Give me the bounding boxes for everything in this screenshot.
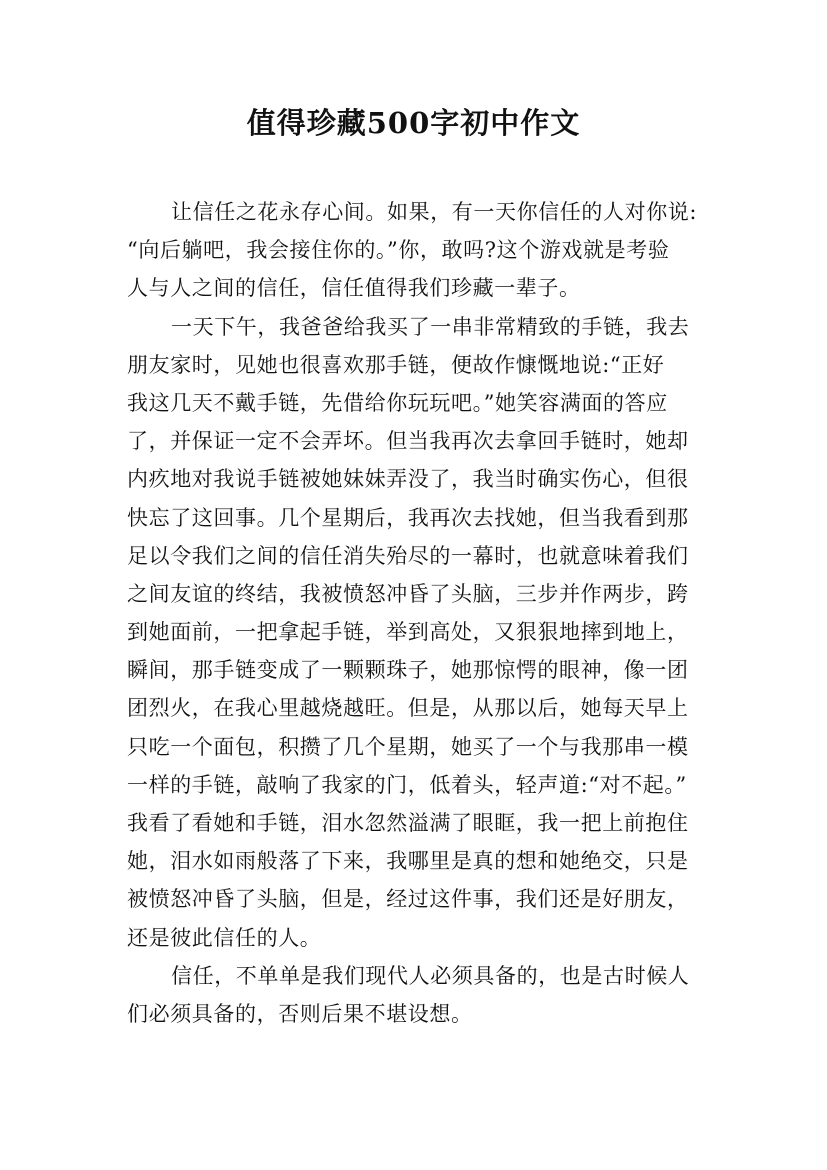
paragraph-3-line-2: 们必须具备的，否则后果不堪设想。 [127,1001,473,1026]
paragraph-2-line-16: 被愤怒冲昏了头脑，但是，经过这件事，我们还是好朋友， [127,887,689,912]
paragraph-2-line-6: 快忘了这回事。几个星期后，我再次去找她，但当我看到那 [127,505,689,530]
paragraph-2-line-9: 到她面前，一把拿起手链，举到高处，又狠狠地摔到地上， [127,620,689,645]
paragraph-2-line-8: 之间友谊的终结，我被愤怒冲昏了头脑，三步并作两步，跨 [127,581,689,606]
paragraph-2-line-10: 瞬间，那手链变成了一颗颗珠子，她那惊愕的眼神，像一团 [127,658,689,683]
paragraph-2-line-11: 团烈火，在我心里越烧越旺。但是，从那以后，她每天早上 [127,696,689,721]
paragraph-2-line-5: 内疚地对我说手链被她妹妹弄没了，我当时确实伤心，但很 [127,467,689,492]
paragraph-2-line-4: 了，并保证一定不会弄坏。但当我再次去拿回手链时，她却 [127,429,689,454]
paragraph-2-line-14: 我看了看她和手链，泪水忽然溢满了眼眶，我一把上前抱住 [127,811,689,835]
document-title: 值得珍藏500字初中作文 [246,106,581,140]
paragraph-1-line-3: 人与人之间的信任，信任值得我们珍藏一辈子。 [127,276,581,301]
paragraph-2-line-2: 朋友家时，见她也很喜欢那手链，便故作慷慨地说:“正好 [127,352,665,377]
paragraph-2-line-17: 还是彼此信任的人。 [127,925,322,950]
paragraph-1-line-1: 让信任之花永存心间。如果，有一天你信任的人对你说: [171,200,698,224]
paragraph-2-line-12: 只吃一个面包，积攒了几个星期，她买了一个与我那串一模 [127,734,689,759]
paragraph-2-line-15: 她，泪水如雨般落了下来，我哪里是真的想和她绝交，只是 [127,849,689,874]
paragraph-2-line-7: 足以令我们之间的信任消失殆尽的一幕时，也就意味着我们 [127,543,689,568]
paragraph-1-line-2: “向后躺吧，我会接住你的。”你，敢吗?这个游戏就是考验 [127,238,670,263]
paragraph-2-line-13: 一样的手链，敲响了我家的门，低着头，轻声道:“对不起。” [127,772,687,797]
paragraph-2-line-1: 一天下午，我爸爸给我买了一串非常精致的手链，我去 [171,314,690,339]
paragraph-3-line-1: 信任，不单单是我们现代人必须具备的，也是古时候人 [171,963,690,988]
paragraph-2-line-3: 我这几天不戴手链，先借给你玩玩吧。”她笑容满面的答应 [127,390,668,415]
essay-body [127,193,702,1033]
